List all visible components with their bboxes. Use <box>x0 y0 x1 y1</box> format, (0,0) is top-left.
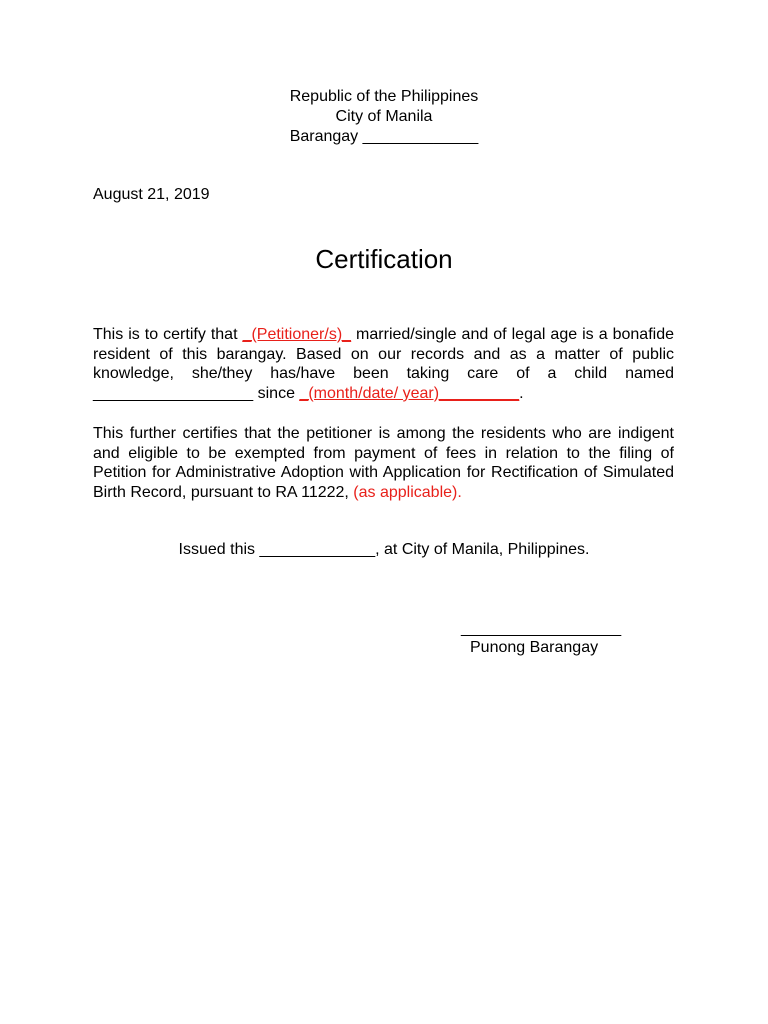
signatory-title: Punong Barangay <box>470 639 599 656</box>
certification-paragraph-1 <box>93 325 674 403</box>
para1-text-a: This is to certify that <box>93 326 243 343</box>
header-city: City of Manila <box>335 108 433 125</box>
para2-text-a: This further certifies that the petitioner is among the residents who are indigent and eligible to be exempted from payment of fees in relation to the filing of Petition for Administrative Adoption with Application for Rectification of Simulated Birth Record, pursuant to RA 11222, <box>93 425 674 501</box>
certification-paragraph-2 <box>93 424 674 502</box>
since-date-placeholder: _(month/date/ year)_________ <box>299 384 520 402</box>
petitioner-placeholder: _(Petitioner/s)_ <box>242 326 352 343</box>
document-date: August 21, 2019 <box>93 186 210 203</box>
header-republic: Republic of the Philippines <box>289 88 479 105</box>
document-title: Certification <box>315 244 453 274</box>
signature-line: __________________ <box>461 620 622 637</box>
document-header <box>0 87 768 147</box>
para2-text-b: . <box>457 483 462 501</box>
as-applicable-note: (as applicable) <box>353 483 458 501</box>
para1-text-c: . <box>519 384 524 402</box>
para1-text-b: married/single and of legal age is a bonafide resident of this barangay. Based on our records and as a matter of public knowledge, she/they has/have been taking care of a child named __________________ since <box>93 326 674 402</box>
header-barangay: Barangay _____________ <box>289 128 479 145</box>
issued-statement: Issued this _____________, at City of Manila, Philippines. <box>178 541 590 558</box>
